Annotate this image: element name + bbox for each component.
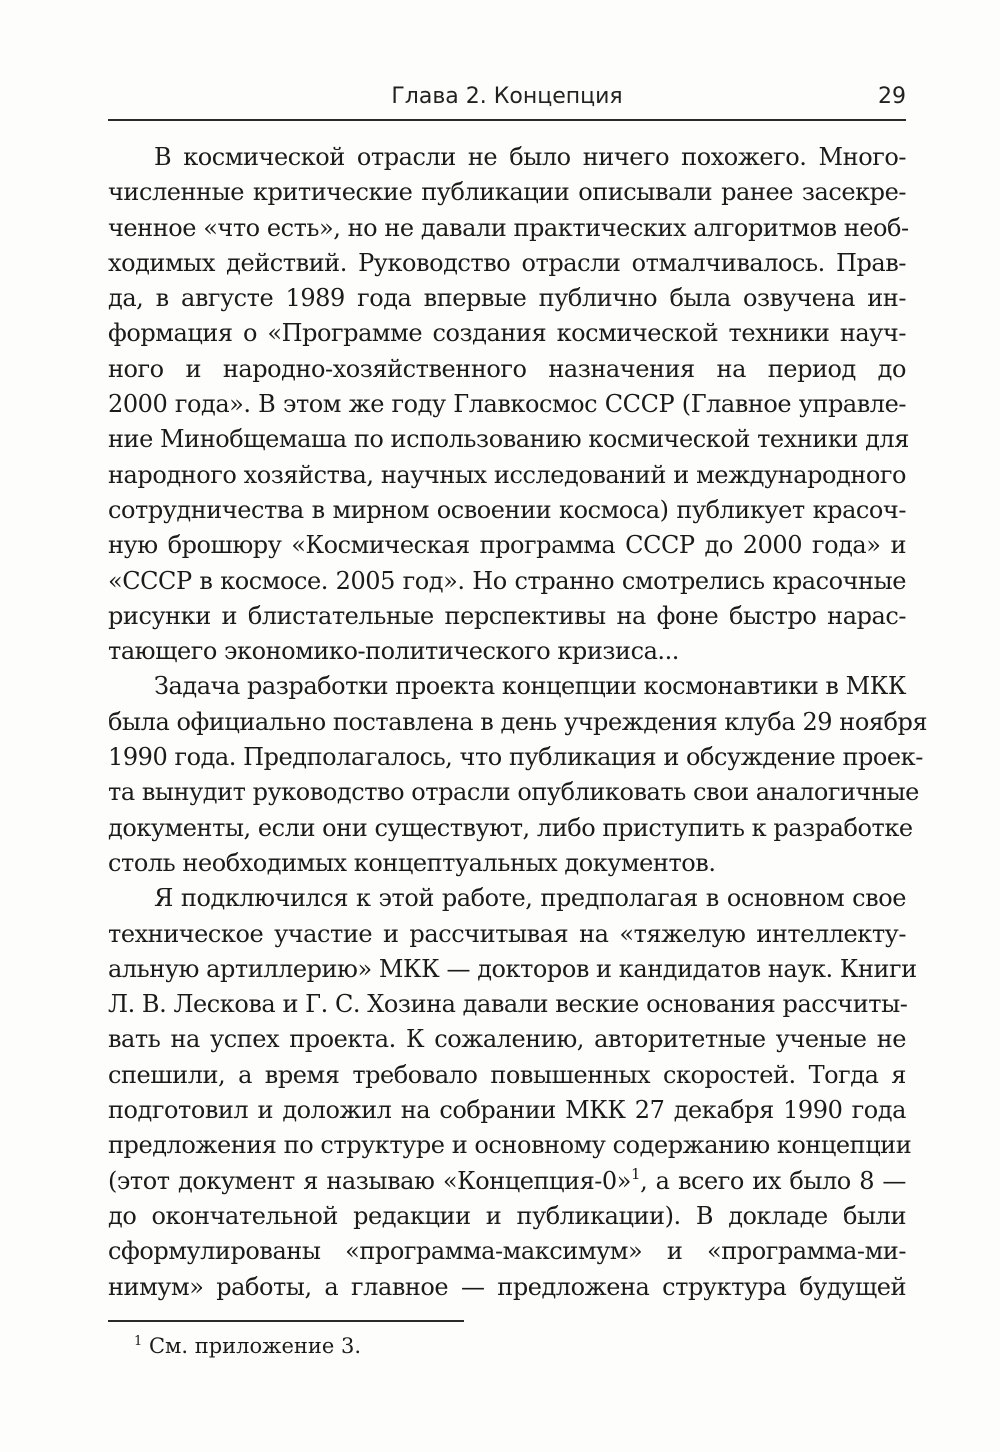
footnote-mark: 1	[134, 1334, 143, 1349]
body-text	[108, 140, 928, 1305]
paragraph-1-line: тающего экономико-политического кризиса...	[108, 637, 679, 666]
paragraph-1-line: 2000 года». В этом же году Главкосмос СССР (Главное управле-	[108, 390, 906, 419]
paragraph-1-line: формация о «Программе создания космической техники науч-	[108, 319, 906, 348]
paragraph-1-line: ченное «что есть», но не давали практических алгоритмов необ-	[108, 213, 909, 242]
paragraph-1-line: численные критические публикации описывали ранее засекре-	[108, 178, 906, 207]
paragraph-2-line: была официально поставлена в день учреждения клуба 29 ноября	[108, 707, 928, 736]
paragraph-3-line: вать на успех проекта. К сожалению, авторитетные ученые не	[108, 1025, 906, 1054]
line-text: (этот документ я называю «Концепция-0»	[108, 1166, 631, 1195]
paragraph-1-line: сотрудничества в мирном освоении космоса) публикует красоч-	[108, 495, 906, 524]
footnote-rule	[108, 1320, 464, 1322]
paragraph-3-line: альную артиллерию» МКК — докторов и кандидатов наук. Книги	[108, 954, 917, 983]
footnote-text: См. приложение 3.	[148, 1334, 362, 1358]
paragraph-1-line: народного хозяйства, научных исследований и международного	[108, 460, 906, 489]
footnote	[134, 1334, 361, 1358]
footnote-reference[interactable]: 1	[630, 1164, 641, 1183]
paragraph-1-line: рисунки и блистательные перспективы на фоне быстро нарас-	[108, 601, 906, 630]
paragraph-3-line: до окончательной редакции и публикации). В докладе были	[108, 1201, 906, 1230]
paragraph-1-line: ние Минобщемаша по использованию космической техники для	[108, 425, 909, 454]
paragraph-2-line: та вынудит руководство отрасли опубликовать свои аналогичные	[108, 778, 919, 807]
paragraph-1-line: ходимых действий. Руководство отрасли отмалчивалось. Прав-	[108, 248, 906, 277]
line-text-tail: , а всего их было 8 —	[640, 1166, 906, 1195]
paragraph-3-line: Л. В. Лескова и Г. С. Хозина давали веские основания рассчиты-	[108, 990, 908, 1019]
paragraph-2-line: Задача разработки проекта концепции космонавтики в МКК	[154, 672, 907, 701]
paragraph-3-line-with-note	[108, 1164, 906, 1199]
paragraph-2-line: документы, если они существуют, либо приступить к разработке	[108, 813, 913, 842]
running-head	[108, 82, 906, 116]
paragraph-3-line: сформулированы «программа-максимум» и «программа-ми-	[108, 1237, 906, 1266]
paragraph-1-line: В космической отрасли не было ничего похожего. Много-	[154, 143, 906, 171]
paragraph-3-line: спешили, а время требовало повышенных скоростей. Тогда я	[108, 1060, 906, 1089]
paragraph-1-line: «СССР в космосе. 2005 год». Но странно смотрелись красочные	[108, 566, 906, 595]
paragraph-1-line: ную брошюру «Космическая программа СССР до 2000 года» и	[108, 531, 906, 560]
page-number: 29	[878, 84, 906, 109]
paragraph-3-line: техническое участие и рассчитывая на «тяжелую интеллекту-	[108, 919, 906, 948]
paragraph-2-line: столь необходимых концептуальных документов.	[108, 848, 716, 877]
paragraph-3-line: предложения по структуре и основному содержанию концепции	[108, 1131, 912, 1160]
header-rule	[108, 119, 906, 121]
chapter-title: Глава 2. Концепция	[391, 84, 623, 109]
paragraph-3-line: подготовил и доложил на собрании МКК 27 декабря 1990 года	[108, 1096, 906, 1125]
paragraph-1-line: ного и народно-хозяйственного назначения на период до	[108, 354, 906, 383]
paragraph-2-line: 1990 года. Предполагалось, что публикация и обсуждение проек-	[108, 743, 923, 772]
paragraph-3-line: Я подключился к этой работе, предполагая в основном свое	[154, 884, 906, 913]
paragraph-1-line: да, в августе 1989 года впервые публично была озвучена ин-	[108, 284, 906, 313]
paragraph-3-line: нимум» работы, а главное — предложена структура будущей	[108, 1272, 906, 1301]
